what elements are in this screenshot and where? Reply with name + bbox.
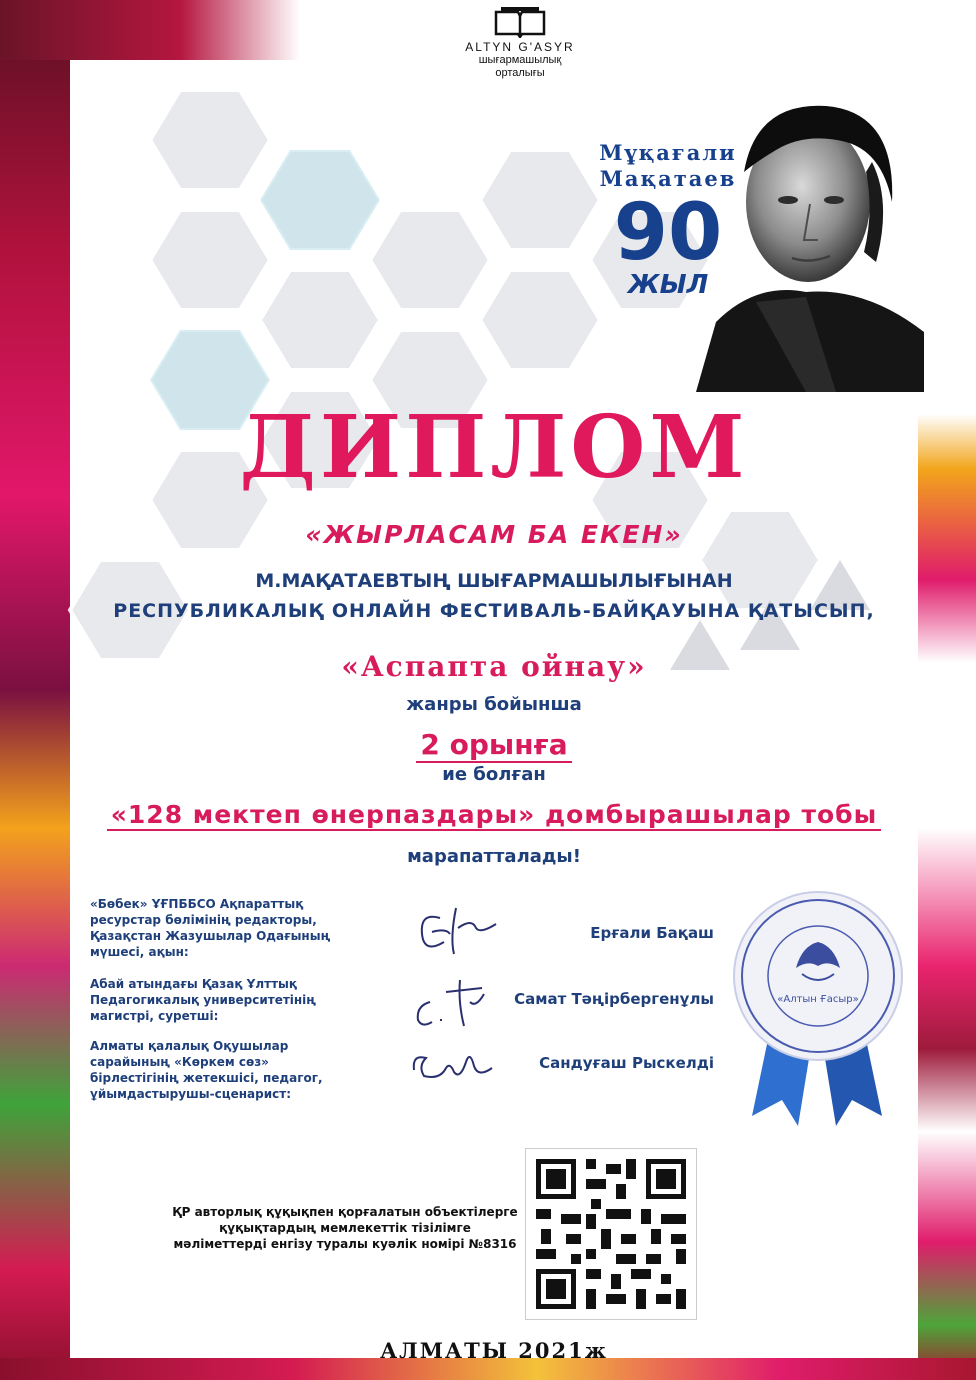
logo-subtitle-1: шығармашылық	[478, 54, 562, 66]
copyright-notice: ҚР авторлық құқықпен қорғалатын объектілерге құқықтардың мемлекеттік тізілімге мәліметтерді енгізу туралы куәлік номірі №8316	[172, 1205, 518, 1251]
winner-name	[70, 800, 918, 829]
festival-description-line-2: РЕСПУБЛИКАЛЫҚ ОНЛАЙН ФЕСТИВАЛЬ-БАЙҚАУЫНА ҚАТЫСЫП,	[113, 600, 875, 622]
jury-1-description: «Бөбек» ҰҒПББСО Ақпараттық ресурстар бөлімінің редакторы, Қазақстан Жазушылар Одағының мүшесі, ақын:	[90, 897, 331, 959]
city-year: АЛМАТЫ 2021ж	[380, 1338, 608, 1363]
seal-center-text: «Алтын Ғасыр»	[777, 994, 859, 1005]
logo-brand: ALTYN G'ASYR	[465, 40, 575, 54]
jury-1-name: Ерғали Бақаш	[590, 924, 714, 942]
seal-with-ribbon	[732, 890, 904, 1130]
place-text: 2 орынға	[416, 728, 571, 763]
jubilee-word: ЖЫЛ	[627, 270, 709, 300]
signature-2	[410, 972, 490, 1032]
festival-name: «ЖЫРЛАСАМ БА ЕКЕН»	[305, 520, 683, 549]
altyn-gasyr-logo	[440, 6, 600, 80]
jury-2-name: Самат Тәңірбергенұлы	[514, 990, 714, 1008]
poet-first-name: Мұқағали	[599, 140, 737, 165]
genre-label: жанры бойынша	[406, 694, 582, 715]
winner-text: «128 мектеп өнерпаздары» домбырашылар тобы	[107, 800, 882, 831]
signature-1	[410, 898, 500, 960]
diploma-title: ДИПЛОМ	[239, 397, 749, 498]
jubilee-block	[588, 140, 748, 298]
jury-3-name: Сандуғаш Рыскелді	[539, 1054, 714, 1072]
award-statement: марапатталады!	[407, 846, 581, 867]
poet-last-name: Мақатаев	[599, 166, 737, 191]
jury-2-description: Абай атындағы Қазақ Ұлттық Педагогикалық университетінің магистрі, суретші:	[90, 977, 316, 1023]
festival-description-line-1: М.МАҚАТАЕВТЫҢ ШЫҒАРМАШЫЛЫҒЫНАН	[255, 570, 733, 592]
nomination: «Аспапта ойнау»	[341, 650, 647, 683]
qr-code-icon	[525, 1148, 697, 1320]
jury-3-description: Алматы қалалық Оқушылар сарайының «Көркем сөз» бірлестігінің жетекшісі, педагог, ұйымдастырушы-сценарист:	[90, 1039, 323, 1101]
signature-3	[404, 1040, 494, 1090]
logo-subtitle-2: орталығы	[495, 67, 545, 79]
jubilee-number: 90	[613, 188, 723, 278]
open-book-icon	[492, 6, 548, 38]
place-award	[70, 728, 918, 761]
won-label: ие болған	[442, 764, 546, 785]
